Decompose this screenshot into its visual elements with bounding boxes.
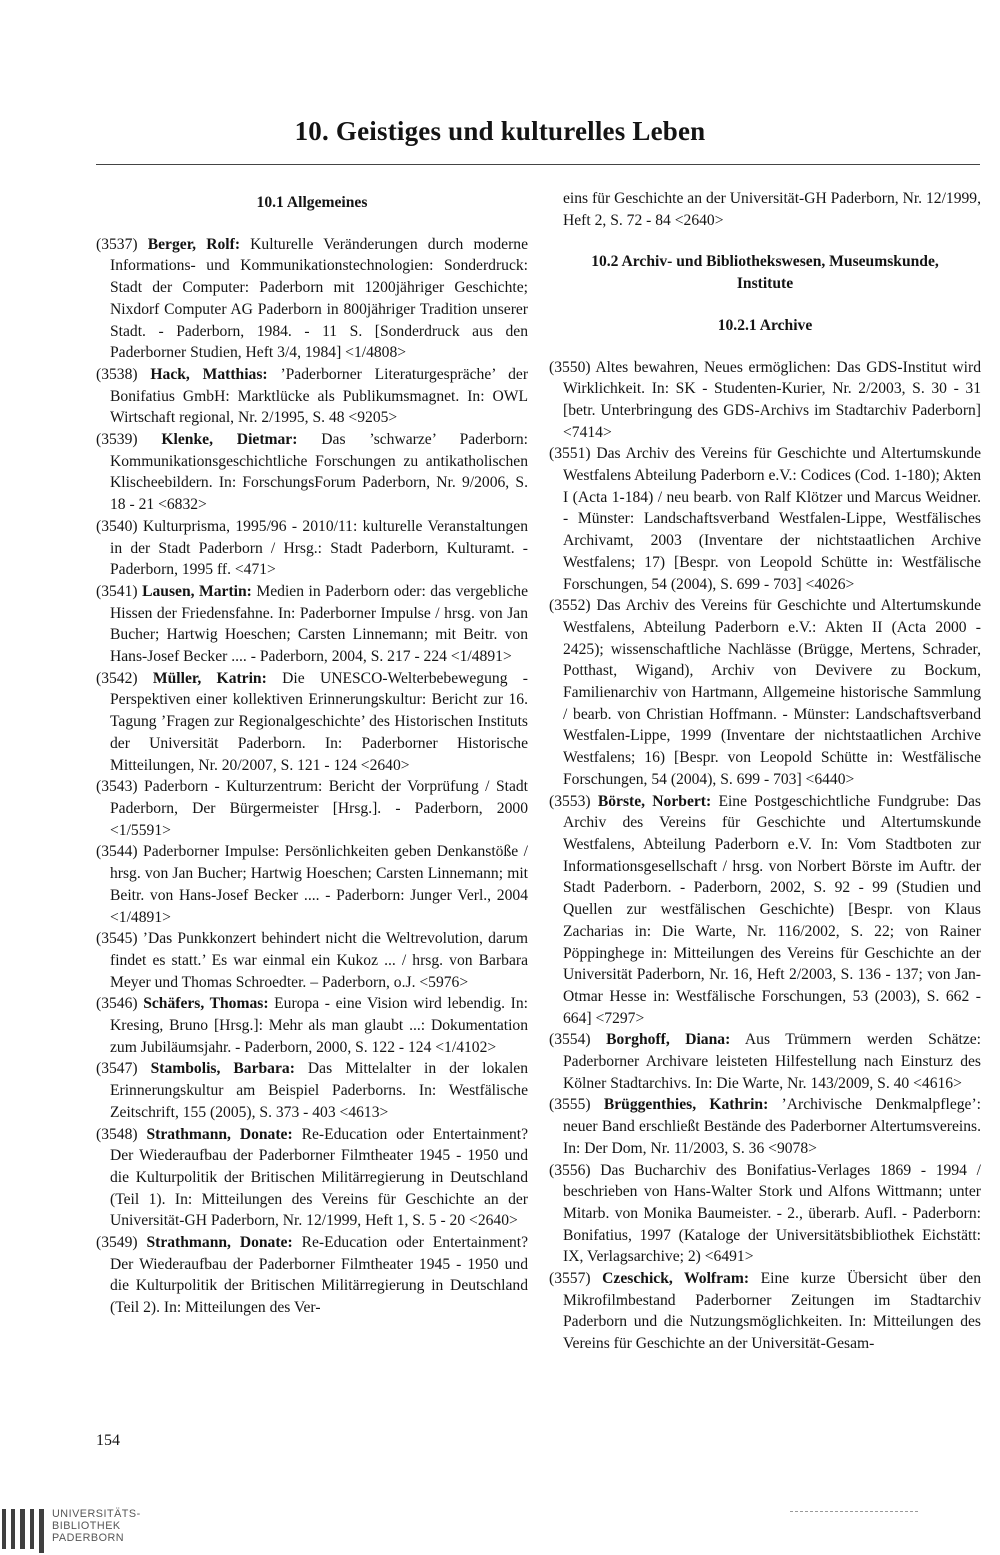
- bibliography-entry: [96, 581, 528, 668]
- entry-text: Das Mittelalter in der lokalen Erinnerungskultur am Beispiel Paderborns. In: Westfälische Zeitschrift, 155 (2005), S. 373 - 403 <4613>: [110, 1060, 529, 1121]
- entry-author: Berger, Rolf:: [147, 235, 241, 253]
- bibliography-entry: [549, 1160, 981, 1269]
- bibliography-entry: [96, 516, 528, 581]
- bibliography-entry: [96, 1058, 528, 1123]
- entry-number: (3547): [96, 1060, 138, 1078]
- entry-text: Paderborner Impulse: Persönlichkeiten geben Denkanstöße / hrsg. von Jan Bucher; Hartwig Hoeschen; Carsten Linnemann; mit Beitr. von Hans-Josef Becker .... - Paderborn: Junger Verl., 2004 <1/4891>: [110, 843, 528, 926]
- bibliography-entry: [96, 928, 528, 993]
- entry-text: ’Archivische Denkmalpflege’: neuer Band erschließt Bestände des Paderborner Altertumsvereins. In: Der Dom, Nr. 11/2003, S. 36 <9078>: [563, 1096, 981, 1157]
- entry-number: (3552): [549, 597, 591, 615]
- bibliography-entry: [96, 429, 528, 516]
- entry-number: (3537): [96, 235, 138, 253]
- library-logo: [0, 1505, 140, 1555]
- entry-author: Brüggenthies, Kathrin:: [603, 1096, 769, 1114]
- entry-text: Eine Postgeschichtliche Fundgrube: Das Archiv des Vereins für Geschichte und Altertumskunde Westfalens, Abteilung Paderborn e.V. In: Vom Stadtboten zur Informationsgesellschaft / hrsg. von Norbert Börste im Auftr. der Stadt Paderborn. - Paderborn, 2002, S. 92 - 99 (Studien und Quellen zur westfälischen Geschichte) [Bespr. von Klaus Zacharias in: Die Warte, Nr. 116/2002, S. 22; von Rainer Pöppinghege in: Mitteilungen des Vereins für Geschichte an der Universität Paderborn, Nr. 16, Heft 2/2003, S. 136 - 137; von Jan-Otmar Hesse in: Westfälische Forschungen, 53 (2003), S. 662 - 664] <7297>: [563, 792, 982, 1027]
- entry-number: (3545): [96, 930, 138, 948]
- entry-number: (3555): [549, 1096, 591, 1114]
- bibliography-entry: [549, 1268, 981, 1355]
- entry-author: Strathmann, Donate:: [146, 1125, 293, 1143]
- entry-text: Aus Trümmern werden Schätze: Paderborner Archivare leisteten Hilfestellung nach Einsturz des Kölner Stadtarchivs. In: Die Warte, Nr. 143/2009, S. 40 <4616>: [563, 1031, 982, 1092]
- entry-number: (3539): [96, 431, 138, 449]
- entry-number: (3556): [549, 1161, 591, 1179]
- entry-text: ’Das Punkkonzert behindert nicht die Weltrevolution, darum findet es statt.’ Es war einmal ein Kukoz ... / hrsg. von Barbara Meyer und Thomas Schroedter. – Paderborn, o.J. <5976>: [110, 930, 528, 991]
- entry-number: (3541): [96, 582, 138, 600]
- entry-text: Eine kurze Übersicht über den Mikrofilmbestand Paderborner Zeitungen im Stadtarchiv Paderborn und die Nutzungsmöglichkeiten. In: Mitteilungen des Vereins für Geschichte an der Universität-Gesam-: [563, 1270, 982, 1353]
- logo-line-2: BIBLIOTHEK: [52, 1520, 121, 1532]
- chapter-title: 10. Geistiges und kulturelles Leben: [294, 116, 706, 146]
- entry-text: Europa - eine Vision wird lebendig. In: Kresing, Bruno [Hrsg.]: Mehr als man glaubt ...: Dokumentation zum Jubiläumsjahr. - Paderborn, 2000, S. 122 - 124 <1/4102>: [110, 995, 528, 1056]
- bibliography-entry: [549, 1029, 981, 1094]
- entry-author: Stambolis, Barbara:: [150, 1060, 295, 1078]
- entry-number: (3550): [549, 358, 591, 376]
- entry-number: (3543): [96, 778, 138, 796]
- entry-number: (3549): [96, 1234, 138, 1252]
- entry-text: Kulturelle Veränderungen durch moderne Informations- und Kommunikationstechnologien: Sonderdruck: Stadt der Computer: Paderborn mit 1200jähriger Geschichte; Nixdorf Computer AG Paderborn in 800jähriger Tradition unserer Stadt. - Paderborn, 1984. - 11 S. [Sonderdruck aus den Paderborner Studien, Heft 3/4, 1984] <1/4808>: [110, 235, 528, 362]
- footer-dash: [790, 1511, 918, 1512]
- entry-text: Die UNESCO-Welterbebewegung - Perspektiven einer kollektiven Erinnerungskultur: Bericht zur 16. Tagung ’Fragen zur Regionalgeschichte’ des Historischen Instituts der Universität Paderborn. In: Paderborner Historische Mitteilungen, Nr. 20/2007, S. 121 - 124 <2640>: [110, 669, 528, 774]
- bibliography-entry: [549, 357, 981, 444]
- bibliography-entry: [96, 668, 528, 777]
- entry-number: (3538): [96, 365, 138, 383]
- continued-entry-text: eins für Geschichte an der Universität-GH Paderborn, Nr. 12/1999, Heft 2, S. 72 - 84 <2640>: [563, 190, 981, 229]
- bibliography-entry: [549, 791, 981, 1030]
- right-entry-list: [549, 357, 981, 1355]
- section-title-2: 10.2 Archiv- und Bibliothekswesen, Museumskunde, Institute: [591, 253, 939, 293]
- entry-text: Re-Education oder Entertainment? Der Wiederaufbau der Paderborner Filmtheater 1945 - 1950 und die Kulturpolitik der Britischen Militärregierung in Deutschland (Teil 2). In: Mitteilungen des Ver-: [110, 1234, 529, 1317]
- entry-text: Das Archiv des Vereins für Geschichte und Altertumskunde Westfalens Abteilung Paderborn e.V.: Codices (Cod. 1-180); Akten I (Acta 1-184) / neu bearb. von Ralf Klötzer und Marcus Weidner. - Münster: Landschaftsverband Westfalen-Lippe, Westfälisches Archivamt, 2003 (Inventare der nichtstaatlichen Archive Westfalens; 17) [Bespr. von Leopold Schütte in: Westfälische Forschungen, 54 (2004), S. 699 - 703] <4026>: [563, 445, 981, 593]
- entry-text: Medien in Paderborn oder: das vergebliche Hissen der Friedensfahne. In: Paderborner Impulse / hrsg. von Jan Bucher; Hartwig Hoeschen; Carsten Linnemann; mit Beitr. von Hans-Josef Becker .... - Paderborn, 2004, S. 217 - 224 <1/4891>: [110, 582, 529, 666]
- entry-author: Lausen, Martin:: [142, 582, 252, 600]
- left-entry-list: [96, 234, 528, 1319]
- page-number: 154: [96, 1432, 120, 1449]
- entry-text: Altes bewahren, Neues ermöglichen: Das GDS-Institut wird Wirklichkeit. In: SK - Studenten-Kurier, Nr. 2/2003, S. 30 - 31 [betr. Unterbringung des GDS-Archivs im Stadtarchiv Paderborn] <7414>: [563, 358, 981, 441]
- logo-line-3: PADERBORN: [52, 1532, 125, 1544]
- library-logo-text: [52, 1508, 141, 1544]
- entry-author: Hack, Matthias:: [150, 365, 268, 383]
- entry-number: (3546): [96, 995, 138, 1013]
- entry-number: (3544): [96, 843, 138, 861]
- bibliography-entry: [549, 1094, 981, 1159]
- bibliography-entry: [96, 364, 528, 429]
- bibliography-entry: [96, 776, 528, 841]
- entry-number: (3554): [549, 1031, 591, 1049]
- entry-text: Das ’schwarze’ Paderborn: Kommunikationsgeschichtliche Forschungen zu antikatholischen Klischeebildern. In: ForschungsForum Paderborn, Nr. 9/2006, S. 18 - 21 <6832>: [110, 431, 528, 514]
- right-column: [549, 188, 981, 1355]
- header-rule: [96, 164, 980, 165]
- entry-author: Czeschick, Wolfram:: [602, 1270, 750, 1288]
- entry-number: (3551): [549, 445, 591, 463]
- section-title: 10.1 Allgemeines: [256, 194, 368, 211]
- entry-number: (3557): [549, 1270, 591, 1288]
- entry-text: Paderborn - Kulturzentrum: Bericht der Vorprüfung / Stadt Paderborn, Der Bürgermeister [Hrsg.]. - Paderborn, 2000 <1/5591>: [110, 778, 528, 839]
- bibliography-entry: [96, 993, 528, 1058]
- entry-author: Müller, Katrin:: [152, 669, 267, 687]
- entry-number: (3542): [96, 669, 138, 687]
- entry-text: Das Bucharchiv des Bonifatius-Verlages 1869 - 1994 / beschrieben von Hans-Walter Stork und Alfons Wittmann; unter Mitarb. von Monika Baumeister. - 2., überarb. Aufl. - Paderborn: Bonifatius, 1997 (Kataloge der Universitätsbibliothek Eichstätt: IX, Verlagsarchive; 2) <6491>: [563, 1161, 981, 1266]
- entry-text: Kulturprisma, 1995/96 - 2010/11: kulturelle Veranstaltungen in der Stadt Paderborn / Hrsg.: Stadt Paderborn, Kulturamt. - Paderborn, 1995 ff. <471>: [110, 517, 528, 579]
- bibliography-entry: [96, 1124, 528, 1233]
- entry-number: (3548): [96, 1125, 138, 1143]
- bibliography-entry: [549, 595, 981, 790]
- left-column: [96, 188, 528, 1319]
- entry-author: Börste, Norbert:: [597, 792, 712, 810]
- bibliography-entry: [96, 234, 528, 364]
- entry-text: Das Archiv des Vereins für Geschichte und Altertumskunde Westfalens, Abteilung Paderborn e.V.: Akten II (Acta 2000 - 2425); wissenschaftliche Nachlässe (Brügge, Mertens, Schrader, Potthast, Wigand), Archiv von Devivere zu Bockum, Familienarchiv von Hartmann, Allgemeine historische Sammlung / bearb. von Christian Hoffmann. - Münster: Landschaftsverband Westfalen-Lippe, 1999 (Inventare der nichtstaatlichen Archive Westfalens; 16) [Bespr. von Leopold Schütte in: Westfälische Forschungen, 54 (2004), S. 699 - 703] <6440>: [563, 597, 981, 788]
- bibliography-entry: [549, 443, 981, 595]
- logo-line-1: UNIVERSITÄTS-: [52, 1508, 141, 1520]
- subsection-title: 10.2.1 Archive: [717, 316, 813, 334]
- entry-number: (3540): [96, 517, 138, 535]
- entry-author: Strathmann, Donate:: [146, 1234, 293, 1252]
- bibliography-entry: [96, 1232, 528, 1319]
- entry-author: Schäfers, Thomas:: [143, 995, 269, 1013]
- entry-author: Borghoff, Diana:: [606, 1031, 731, 1049]
- entry-author: Klenke, Dietmar:: [161, 431, 298, 449]
- entry-number: (3553): [549, 792, 591, 810]
- entry-text: Re-Education oder Entertainment? Der Wiederaufbau der Paderborner Filmtheater 1945 - 1950 und die Kulturpolitik der Britischen Militärregierung in Deutschland (Teil 1). In: Mitteilungen des Vereins für Geschichte an der Universität-GH Paderborn, Nr. 12/1999, Heft 1, S. 5 - 20 <2640>: [110, 1125, 529, 1230]
- entry-text: ’Paderborner Literaturgespräche’ der Bonifatius GmbH: Marktlücke als Publikumsmagnet. In: OWL Wirtschaft regional, Nr. 2/1995, S. 48 <9205>: [110, 365, 529, 427]
- bibliography-entry: [96, 841, 528, 928]
